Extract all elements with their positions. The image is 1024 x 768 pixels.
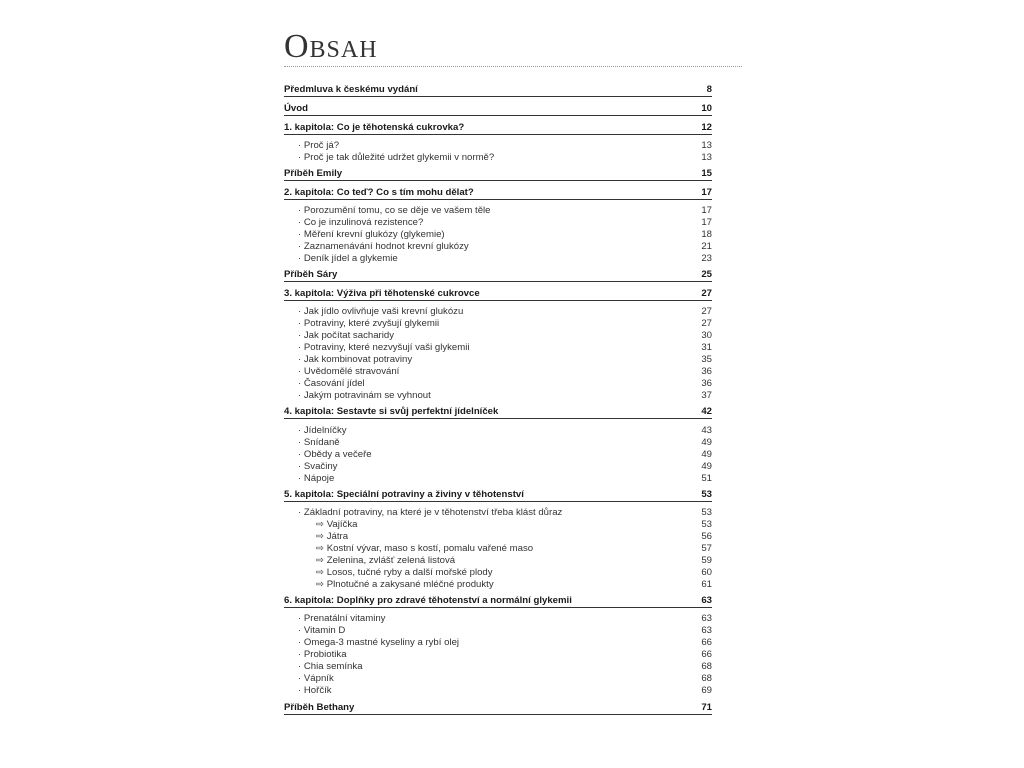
toc-entry-page-number: 25 [701, 269, 712, 280]
toc-entry-title: · Jídelníčky [298, 424, 347, 437]
toc-entry-title: · Porozumění tomu, co se děje ve vašem těle [298, 204, 491, 217]
toc-entry-page-number: 43 [701, 425, 712, 436]
toc-chapter-entry [284, 103, 712, 116]
toc-chapter-entry [284, 122, 712, 135]
toc-chapter-entry [284, 489, 712, 502]
toc-entry-page-number: 21 [701, 241, 712, 252]
toc-entry-title: · Uvědomělé stravování [298, 365, 399, 378]
toc-entry-title: ⇨ Játra [316, 530, 348, 543]
toc-entry-title: ⇨ Zelenina, zvlášť zelená listová [316, 554, 455, 567]
toc-entry-page-number: 17 [701, 217, 712, 228]
toc-entry-title: · Jakým potravinám se vyhnout [298, 389, 431, 402]
toc-entry-title: Předmluva k českému vydání [284, 84, 418, 95]
toc-entry-page-number: 71 [701, 702, 712, 713]
toc-entry-title: 2. kapitola: Co teď? Co s tím mohu dělat? [284, 187, 474, 198]
toc-entry-page-number: 51 [701, 473, 712, 484]
toc-entry-title: 5. kapitola: Speciální potraviny a živiny v těhotenství [284, 489, 524, 500]
toc-entry-page-number: 63 [701, 613, 712, 624]
toc-entry-page-number: 17 [701, 205, 712, 216]
toc-entry-title: · Chia semínka [298, 660, 363, 673]
toc-entry-title: · Vápník [298, 672, 334, 685]
toc-entry-title: · Jak jídlo ovlivňuje vaši krevní glukózu [298, 305, 463, 318]
toc-entry-page-number: 61 [701, 579, 712, 590]
toc-entry-page-number: 53 [701, 507, 712, 518]
toc-entry-page-number: 49 [701, 449, 712, 460]
toc-entry-title: · Hořčík [298, 684, 332, 697]
toc-entry-page-number: 37 [701, 390, 712, 401]
toc-entry-title: · Omega-3 mastné kyseliny a rybí olej [298, 636, 459, 649]
toc-entry-title: Příběh Bethany [284, 702, 355, 713]
toc-entry-page-number: 53 [701, 489, 712, 500]
toc-section-entry [284, 472, 712, 485]
toc-entry-title: · Jak kombinovat potraviny [298, 353, 412, 366]
toc-entry-page-number: 49 [701, 437, 712, 448]
toc-entry-title: 1. kapitola: Co je těhotenská cukrovka? [284, 122, 465, 133]
toc-entry-title: · Časování jídel [298, 377, 365, 390]
toc-chapter-entry [284, 595, 712, 608]
toc-entry-page-number: 69 [701, 685, 712, 696]
toc-entry-title: · Jak počítat sacharidy [298, 329, 394, 342]
toc-chapter-entry [284, 84, 712, 97]
toc-entry-page-number: 23 [701, 253, 712, 264]
toc-entry-title: · Obědy a večeře [298, 448, 372, 461]
toc-entry-title: · Prenatální vitaminy [298, 612, 385, 625]
toc-entry-title: · Proč já? [298, 139, 339, 152]
toc-entry-title: · Co je inzulinová rezistence? [298, 216, 423, 229]
toc-entry-page-number: 8 [706, 84, 712, 95]
toc-entry-page-number: 36 [701, 366, 712, 377]
title-divider [284, 66, 742, 67]
toc-entry-page-number: 68 [701, 673, 712, 684]
toc-entry-title: ⇨ Plnotučné a zakysané mléčné produkty [316, 578, 494, 591]
toc-entry-page-number: 56 [701, 531, 712, 542]
toc-entry-page-number: 30 [701, 330, 712, 341]
toc-entry-page-number: 53 [701, 519, 712, 530]
toc-entry-page-number: 31 [701, 342, 712, 353]
toc-entry-page-number: 68 [701, 661, 712, 672]
toc-entry-title: · Vitamin D [298, 624, 345, 637]
toc-chapter-entry [284, 288, 712, 301]
toc-entry-title: · Potraviny, které nezvyšují vaši glykemii [298, 341, 470, 354]
toc-entry-title: ⇨ Vajíčka [316, 518, 357, 531]
toc-entry-title: ⇨ Losos, tučné ryby a další mořské plody [316, 566, 493, 579]
page-title: Obsah [284, 28, 378, 65]
toc-entry-title: · Měření krevní glukózy (glykemie) [298, 228, 445, 241]
toc-entry-title: · Probiotika [298, 648, 347, 661]
toc-section-entry [284, 151, 712, 164]
toc-chapter-entry [284, 269, 712, 282]
toc-entry-page-number: 66 [701, 649, 712, 660]
toc-entry-page-number: 63 [701, 625, 712, 636]
toc-chapter-entry [284, 406, 712, 419]
toc-entry-page-number: 27 [701, 318, 712, 329]
toc-entry-title: · Zaznamenávání hodnot krevní glukózy [298, 240, 469, 253]
toc-entry-page-number: 12 [701, 122, 712, 133]
toc-section-entry [284, 578, 712, 591]
toc-entry-page-number: 36 [701, 378, 712, 389]
toc-entry-page-number: 27 [701, 306, 712, 317]
toc-entry-page-number: 66 [701, 637, 712, 648]
toc-entry-title: · Základní potraviny, na které je v těhotenství třeba klást důraz [298, 506, 562, 519]
toc-entry-title: · Potraviny, které zvyšují glykemii [298, 317, 439, 330]
toc-entry-page-number: 49 [701, 461, 712, 472]
toc-entry-title: · Deník jídel a glykemie [298, 252, 398, 265]
toc-entry-page-number: 57 [701, 543, 712, 554]
toc-entry-title: 6. kapitola: Doplňky pro zdravé těhotenství a normální glykemii [284, 595, 572, 606]
toc-entry-page-number: 17 [701, 187, 712, 198]
toc-entry-title: 3. kapitola: Výživa při těhotenské cukrovce [284, 288, 480, 299]
toc-entry-title: · Snídaně [298, 436, 340, 449]
toc-entry-page-number: 18 [701, 229, 712, 240]
toc-entry-page-number: 60 [701, 567, 712, 578]
toc-entry-page-number: 42 [701, 406, 712, 417]
toc-entry-page-number: 15 [701, 168, 712, 179]
toc-entry-title: · Proč je tak důležité udržet glykemii v normě? [298, 151, 494, 164]
toc-entry-title: · Svačiny [298, 460, 337, 473]
toc-entry-page-number: 63 [701, 595, 712, 606]
toc-entry-title: Úvod [284, 103, 308, 114]
toc-entry-title: 4. kapitola: Sestavte si svůj perfektní jídelníček [284, 406, 499, 417]
toc-section-entry [284, 389, 712, 402]
toc-section-entry [284, 252, 712, 265]
toc-chapter-entry [284, 168, 712, 181]
toc-entry-page-number: 10 [701, 103, 712, 114]
toc-chapter-entry [284, 702, 712, 715]
toc-entry-page-number: 35 [701, 354, 712, 365]
toc-entry-page-number: 59 [701, 555, 712, 566]
toc-entry-title: Příběh Sáry [284, 269, 338, 280]
toc-chapter-entry [284, 187, 712, 200]
toc-entry-title: ⇨ Kostní vývar, maso s kostí, pomalu vařené maso [316, 542, 533, 555]
toc-entry-page-number: 13 [701, 152, 712, 163]
toc-section-entry [284, 684, 712, 697]
toc-entry-page-number: 13 [701, 140, 712, 151]
toc-entry-title: Příběh Emily [284, 168, 343, 179]
toc-entry-page-number: 27 [701, 288, 712, 299]
toc-entry-title: · Nápoje [298, 472, 334, 485]
